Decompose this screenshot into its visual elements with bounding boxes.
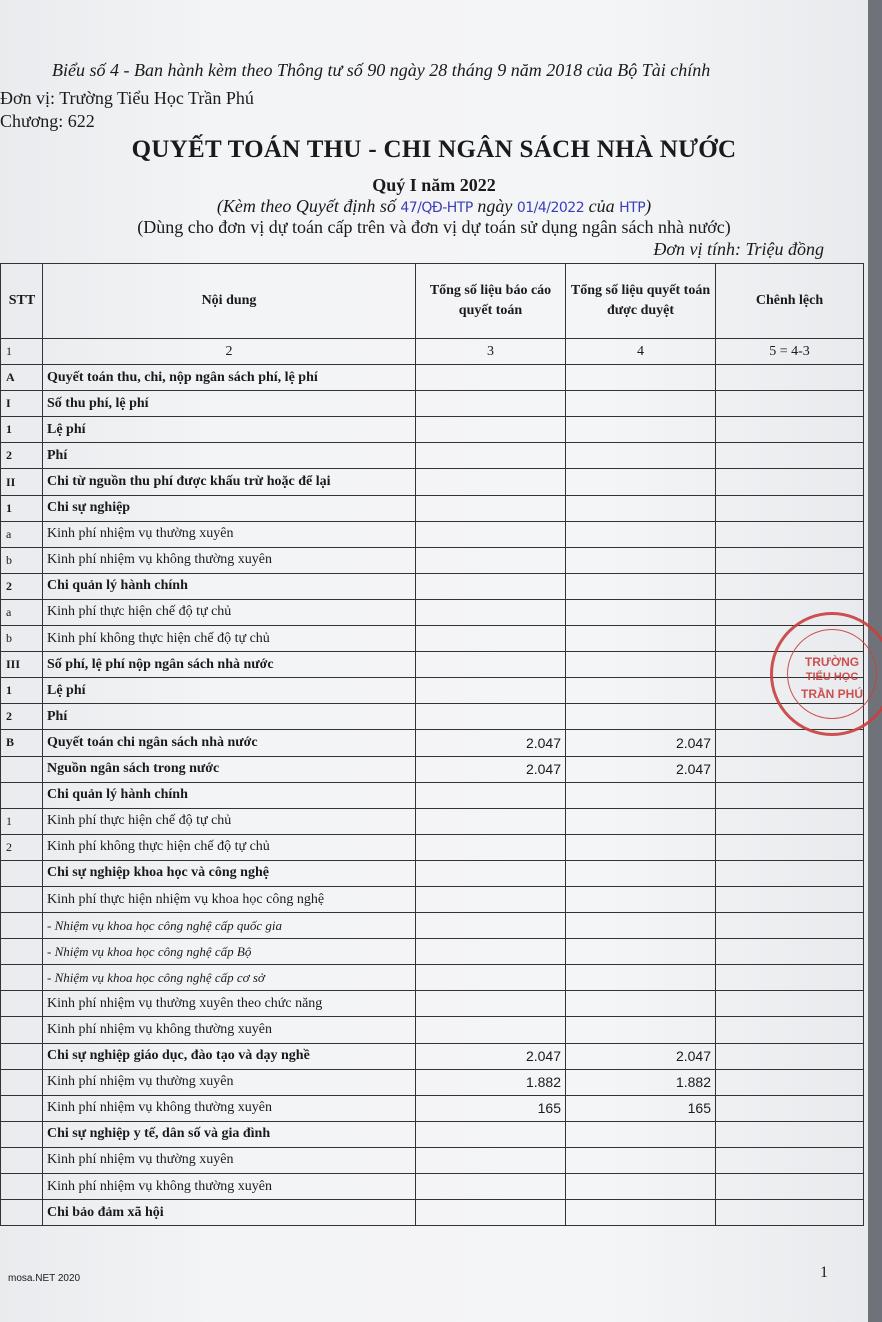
row-approved-cell — [566, 547, 716, 573]
row-diff-cell — [716, 782, 864, 808]
row-content-cell: Kinh phí nhiệm vụ không thường xuyên — [43, 1017, 416, 1043]
row-content-cell: Chi sự nghiệp — [43, 495, 416, 521]
row-diff-cell — [716, 913, 864, 939]
table-row — [1, 1174, 864, 1200]
table-row — [1, 756, 864, 782]
table-row — [1, 626, 864, 652]
row-content-cell: Kinh phí nhiệm vụ không thường xuyên — [43, 547, 416, 573]
row-reported-cell — [416, 495, 566, 521]
row-stt-cell: a — [1, 599, 43, 625]
decision-number: 47/QĐ-HTP — [400, 200, 473, 216]
row-approved-cell — [566, 391, 716, 417]
row-content-cell: - Nhiệm vụ khoa học công nghệ cấp Bộ — [43, 939, 416, 965]
row-diff-cell — [716, 417, 864, 443]
row-content-cell: Quyết toán thu, chi, nộp ngân sách phí, lệ phí — [43, 365, 416, 391]
table-row — [1, 1069, 864, 1095]
col-header-stt: STT — [1, 264, 43, 339]
unit-name: Đơn vị: Trường Tiểu Học Trần Phú — [0, 88, 254, 108]
row-reported-cell: 2.047 — [416, 756, 566, 782]
row-stt-cell: 1 — [1, 417, 43, 443]
row-content-cell: Lệ phí — [43, 678, 416, 704]
row-approved-cell — [566, 1017, 716, 1043]
row-content-cell: Kinh phí nhiệm vụ thường xuyên — [43, 1069, 416, 1095]
row-content-cell: Số phí, lệ phí nộp ngân sách nhà nước — [43, 652, 416, 678]
table-row — [1, 469, 864, 495]
row-approved-cell — [566, 443, 716, 469]
usage-note: (Dùng cho đơn vị dự toán cấp trên và đơn vị dự toán sử dụng ngân sách nhà nước) — [137, 217, 731, 237]
row-stt-cell — [1, 1147, 43, 1173]
table-row — [1, 1043, 864, 1069]
numbering-cell: 5 = 4-3 — [716, 339, 864, 365]
row-approved-cell — [566, 495, 716, 521]
row-reported-cell: 1.882 — [416, 1069, 566, 1095]
row-reported-cell — [416, 965, 566, 991]
row-approved-cell — [566, 886, 716, 912]
table-row — [1, 808, 864, 834]
row-reported-cell — [416, 834, 566, 860]
row-approved-cell — [566, 626, 716, 652]
row-approved-cell — [566, 573, 716, 599]
row-diff-cell — [716, 443, 864, 469]
table-row — [1, 834, 864, 860]
row-approved-cell: 1.882 — [566, 1069, 716, 1095]
row-approved-cell — [566, 417, 716, 443]
row-reported-cell — [416, 860, 566, 886]
row-content-cell: Nguồn ngân sách trong nước — [43, 756, 416, 782]
row-approved-cell — [566, 365, 716, 391]
table-row — [1, 652, 864, 678]
row-approved-cell — [566, 991, 716, 1017]
row-reported-cell — [416, 599, 566, 625]
row-stt-cell: II — [1, 469, 43, 495]
row-reported-cell: 2.047 — [416, 730, 566, 756]
row-diff-cell — [716, 1095, 864, 1121]
row-approved-cell: 2.047 — [566, 730, 716, 756]
currency-unit: Đơn vị tính: Triệu đồng — [653, 239, 824, 259]
row-stt-cell — [1, 965, 43, 991]
table-header-row — [1, 264, 864, 339]
row-stt-cell — [1, 1043, 43, 1069]
row-diff-cell — [716, 521, 864, 547]
row-approved-cell — [566, 782, 716, 808]
settlement-table — [0, 263, 864, 1226]
row-approved-cell: 2.047 — [566, 756, 716, 782]
row-reported-cell — [416, 365, 566, 391]
table-row — [1, 1095, 864, 1121]
row-stt-cell — [1, 860, 43, 886]
row-diff-cell — [716, 1147, 864, 1173]
row-diff-cell — [716, 1069, 864, 1095]
table-row — [1, 991, 864, 1017]
row-content-cell: Kinh phí nhiệm vụ thường xuyên — [43, 1147, 416, 1173]
row-diff-cell — [716, 1017, 864, 1043]
table-row — [1, 730, 864, 756]
row-diff-cell — [716, 547, 864, 573]
row-reported-cell — [416, 782, 566, 808]
row-approved-cell — [566, 652, 716, 678]
numbering-cell: 2 — [43, 339, 416, 365]
row-content-cell: - Nhiệm vụ khoa học công nghệ cấp quốc gia — [43, 913, 416, 939]
decision-line — [0, 196, 868, 217]
row-reported-cell — [416, 417, 566, 443]
table-row — [1, 939, 864, 965]
row-approved-cell — [566, 834, 716, 860]
row-stt-cell: 2 — [1, 834, 43, 860]
decision-prefix: (Kèm theo Quyết định số — [216, 196, 396, 216]
table-row — [1, 443, 864, 469]
table-row — [1, 1017, 864, 1043]
decision-suffix: ) — [645, 196, 652, 216]
row-content-cell: Phí — [43, 443, 416, 469]
table-row — [1, 913, 864, 939]
row-approved-cell: 2.047 — [566, 1043, 716, 1069]
stamp-line: TIỂU HỌC — [805, 671, 859, 683]
table-row — [1, 599, 864, 625]
table-row — [1, 782, 864, 808]
row-reported-cell — [416, 443, 566, 469]
row-content-cell: Chi sự nghiệp khoa học và công nghệ — [43, 860, 416, 886]
row-content-cell: Kinh phí thực hiện chế độ tự chủ — [43, 599, 416, 625]
column-numbering-row — [1, 339, 864, 365]
row-diff-cell — [716, 365, 864, 391]
table-row — [1, 365, 864, 391]
row-reported-cell — [416, 652, 566, 678]
table-row — [1, 573, 864, 599]
table-row — [1, 704, 864, 730]
row-content-cell: Số thu phí, lệ phí — [43, 391, 416, 417]
table-row — [1, 1121, 864, 1147]
row-diff-cell — [716, 495, 864, 521]
row-stt-cell: 1 — [1, 808, 43, 834]
row-diff-cell — [716, 834, 864, 860]
row-content-cell: Phí — [43, 704, 416, 730]
row-reported-cell — [416, 1147, 566, 1173]
row-diff-cell — [716, 886, 864, 912]
row-reported-cell — [416, 1174, 566, 1200]
row-stt-cell: b — [1, 547, 43, 573]
row-content-cell: Chi từ nguồn thu phí được khấu trừ hoặc để lại — [43, 469, 416, 495]
row-reported-cell — [416, 547, 566, 573]
row-diff-cell — [716, 808, 864, 834]
row-content-cell: Kinh phí không thực hiện chế độ tự chủ — [43, 626, 416, 652]
row-stt-cell: 2 — [1, 573, 43, 599]
row-content-cell: Kinh phí thực hiện chế độ tự chủ — [43, 808, 416, 834]
table-row — [1, 1147, 864, 1173]
row-stt-cell — [1, 991, 43, 1017]
col-header-approved: Tổng số liệu quyết toán được duyệt — [566, 264, 716, 339]
table-row — [1, 495, 864, 521]
software-credit: mosa.NET 2020 — [8, 1273, 81, 1284]
row-reported-cell — [416, 573, 566, 599]
row-approved-cell — [566, 1174, 716, 1200]
row-content-cell: Kinh phí nhiệm vụ thường xuyên theo chức năng — [43, 991, 416, 1017]
row-stt-cell — [1, 913, 43, 939]
row-diff-cell — [716, 1043, 864, 1069]
row-reported-cell — [416, 913, 566, 939]
row-approved-cell — [566, 1200, 716, 1226]
row-diff-cell — [716, 469, 864, 495]
row-stt-cell: 2 — [1, 704, 43, 730]
row-content-cell: Chi bảo đảm xã hội — [43, 1200, 416, 1226]
col-header-diff: Chênh lệch — [716, 264, 864, 339]
stamp-line: TRẦN PHÚ — [801, 687, 863, 701]
row-reported-cell — [416, 886, 566, 912]
row-diff-cell — [716, 391, 864, 417]
row-content-cell: Kinh phí nhiệm vụ thường xuyên — [43, 521, 416, 547]
row-content-cell: Chi quản lý hành chính — [43, 573, 416, 599]
row-reported-cell — [416, 678, 566, 704]
row-reported-cell — [416, 521, 566, 547]
school-seal-stamp — [770, 612, 882, 736]
row-diff-cell — [716, 756, 864, 782]
row-stt-cell: a — [1, 521, 43, 547]
row-stt-cell — [1, 1174, 43, 1200]
row-reported-cell — [416, 1121, 566, 1147]
row-content-cell: Kinh phí thực hiện nhiệm vụ khoa học công nghệ — [43, 886, 416, 912]
table-row — [1, 965, 864, 991]
row-stt-cell — [1, 939, 43, 965]
row-content-cell: Kinh phí nhiệm vụ không thường xuyên — [43, 1095, 416, 1121]
row-content-cell: Kinh phí không thực hiện chế độ tự chủ — [43, 834, 416, 860]
decision-mid: ngày — [477, 196, 513, 216]
row-stt-cell: 1 — [1, 678, 43, 704]
row-stt-cell — [1, 1017, 43, 1043]
row-stt-cell: b — [1, 626, 43, 652]
row-reported-cell — [416, 991, 566, 1017]
row-approved-cell — [566, 678, 716, 704]
table-row — [1, 547, 864, 573]
row-diff-cell — [716, 1200, 864, 1226]
row-diff-cell — [716, 860, 864, 886]
row-stt-cell — [1, 886, 43, 912]
row-approved-cell — [566, 599, 716, 625]
row-reported-cell — [416, 808, 566, 834]
row-reported-cell: 165 — [416, 1095, 566, 1121]
form-reference: Biểu số 4 - Ban hành kèm theo Thông tư số 90 ngày 28 tháng 9 năm 2018 của Bộ Tài chính — [52, 60, 711, 80]
document-title: QUYẾT TOÁN THU - CHI NGÂN SÁCH NHÀ NƯỚC — [131, 136, 737, 163]
row-reported-cell — [416, 1200, 566, 1226]
row-content-cell: Quyết toán chi ngân sách nhà nước — [43, 730, 416, 756]
row-diff-cell — [716, 1121, 864, 1147]
col-header-content: Nội dung — [43, 264, 416, 339]
report-period: Quý I năm 2022 — [372, 175, 496, 195]
row-diff-cell — [716, 991, 864, 1017]
row-stt-cell: I — [1, 391, 43, 417]
table-row — [1, 417, 864, 443]
row-stt-cell — [1, 1121, 43, 1147]
row-diff-cell — [716, 1174, 864, 1200]
decision-issuer: HTP — [619, 200, 646, 216]
row-reported-cell — [416, 1017, 566, 1043]
row-approved-cell — [566, 521, 716, 547]
row-diff-cell — [716, 939, 864, 965]
row-reported-cell — [416, 391, 566, 417]
row-reported-cell — [416, 626, 566, 652]
row-approved-cell — [566, 1147, 716, 1173]
row-approved-cell — [566, 939, 716, 965]
table-row — [1, 886, 864, 912]
col-header-reported: Tổng số liệu báo cáo quyết toán — [416, 264, 566, 339]
row-stt-cell: III — [1, 652, 43, 678]
table-row — [1, 860, 864, 886]
row-reported-cell — [416, 704, 566, 730]
row-stt-cell — [1, 1095, 43, 1121]
row-reported-cell — [416, 469, 566, 495]
decision-date: 01/4/2022 — [516, 200, 585, 216]
row-stt-cell — [1, 1069, 43, 1095]
row-stt-cell — [1, 756, 43, 782]
row-diff-cell — [716, 965, 864, 991]
table-row — [1, 678, 864, 704]
row-content-cell: Lệ phí — [43, 417, 416, 443]
row-approved-cell — [566, 704, 716, 730]
table-row — [1, 391, 864, 417]
row-approved-cell: 165 — [566, 1095, 716, 1121]
row-stt-cell: A — [1, 365, 43, 391]
numbering-cell: 4 — [566, 339, 716, 365]
row-stt-cell: 1 — [1, 495, 43, 521]
row-approved-cell — [566, 860, 716, 886]
row-reported-cell: 2.047 — [416, 1043, 566, 1069]
row-stt-cell: B — [1, 730, 43, 756]
row-reported-cell — [416, 939, 566, 965]
numbering-cell: 1 — [1, 339, 43, 365]
numbering-cell: 3 — [416, 339, 566, 365]
row-content-cell: Kinh phí nhiệm vụ không thường xuyên — [43, 1174, 416, 1200]
row-approved-cell — [566, 913, 716, 939]
row-diff-cell — [716, 573, 864, 599]
row-stt-cell: 2 — [1, 443, 43, 469]
table-row — [1, 521, 864, 547]
row-stt-cell — [1, 782, 43, 808]
row-approved-cell — [566, 1121, 716, 1147]
row-approved-cell — [566, 808, 716, 834]
row-content-cell: Chi sự nghiệp y tế, dân số và gia đình — [43, 1121, 416, 1147]
row-stt-cell — [1, 1200, 43, 1226]
table-row — [1, 1200, 864, 1226]
decision-of: của — [588, 196, 615, 216]
stamp-line: TRƯỜNG — [804, 655, 860, 669]
row-approved-cell — [566, 965, 716, 991]
row-content-cell: Chi quản lý hành chính — [43, 782, 416, 808]
row-content-cell: - Nhiệm vụ khoa học công nghệ cấp cơ sở — [43, 965, 416, 991]
chapter-code: Chương: 622 — [0, 111, 95, 131]
row-content-cell: Chi sự nghiệp giáo dục, đào tạo và dạy nghề — [43, 1043, 416, 1069]
page-number: 1 — [820, 1264, 828, 1281]
row-approved-cell — [566, 469, 716, 495]
